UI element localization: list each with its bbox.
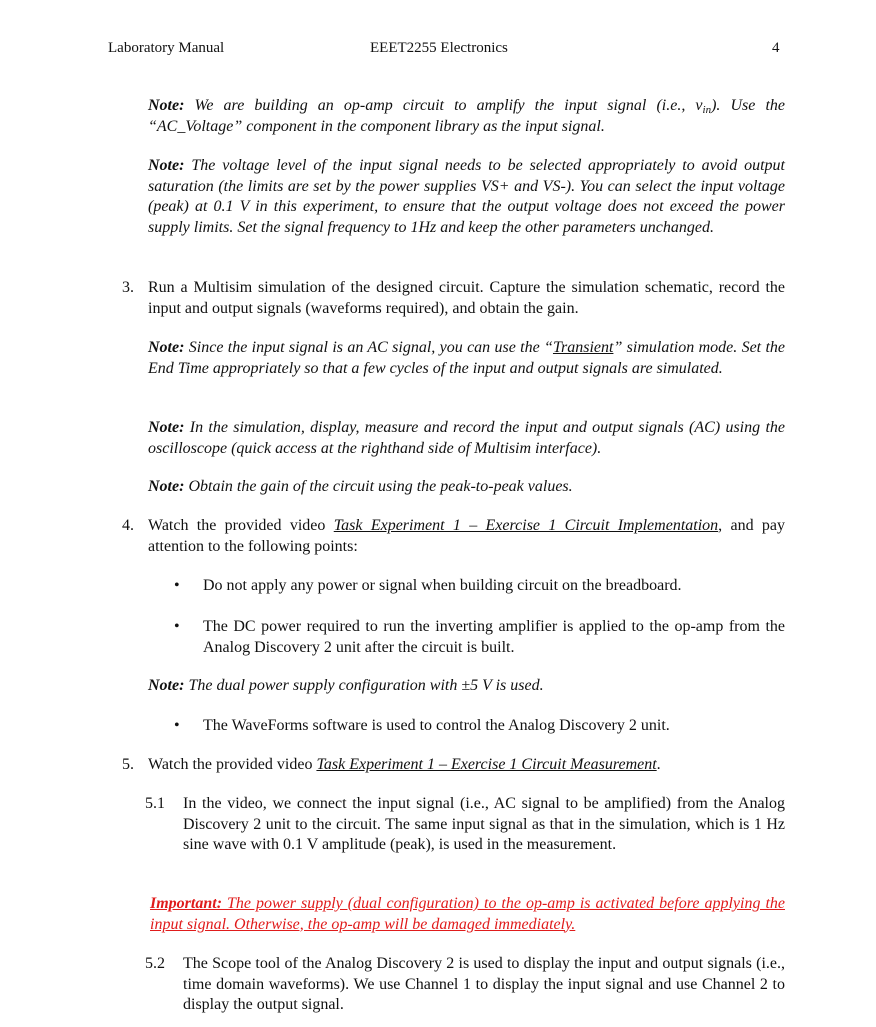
note-input-signal — [148, 96, 785, 137]
note-label: Note: — [148, 419, 185, 436]
bullet-item — [174, 576, 785, 597]
bullet-icon: • — [174, 577, 180, 594]
step-number: 3. — [122, 279, 134, 296]
note-text: The dual power supply configuration with ±5 V is used. — [184, 677, 544, 694]
note-label: Note: — [148, 97, 185, 114]
substep-text: In the video, we connect the input signal (i.e., AC signal to be amplified) from the Analog Discovery 2 unit to the circuit. The same input signal as that in the simulation, which is 1 Hz sine wave with 0.1 V amplitude (peak), is used in the measurement. — [183, 795, 785, 853]
substep-text: The Scope tool of the Analog Discovery 2 is used to display the input and output signals (i.e., time domain waveforms). We use Channel 1 to display the input signal and use Channel 2 to display the output signal. — [183, 955, 785, 1013]
step-4 — [122, 516, 786, 557]
video-link-measurement[interactable]: Task Experiment 1 – Exercise 1 Circuit Measurement — [316, 756, 657, 773]
note-text: ” simulation mode. Set the End Time appropriately so that a few cycles of the input and output signals are simulated. — [148, 339, 786, 377]
important-text: The power supply (dual configuration) to the op-amp is activated before applying the input signal. Otherwise, the op-amp will be damaged immediately. — [150, 895, 785, 933]
substep-number: 5.1 — [145, 795, 165, 812]
vin-symbol: $v_{in}$ — [695, 97, 712, 116]
bullet-icon: • — [174, 618, 180, 635]
note-text: Obtain the gain of the circuit using the peak-to-peak values. — [184, 478, 573, 495]
step-3 — [122, 278, 785, 319]
page-header — [0, 40, 876, 60]
bullet-text: The WaveForms software is used to control the Analog Discovery 2 unit. — [203, 717, 670, 734]
transient-link: Transient — [552, 339, 614, 356]
note-text: We are building an op-amp circuit to amplify the input signal (i.e., — [184, 97, 696, 114]
note-oscilloscope — [148, 418, 785, 459]
note-text: The voltage level of the input signal needs to be selected appropriately to avoid output saturation (the limits are set by the power supplies VS+ and VS-). You can select the input voltage (peak) at 0.1 V in this experiment, to ensure that the output voltage does not exceed the power supply limits. Set the signal frequency to 1Hz and keep the other parameters unchanged. — [148, 157, 785, 236]
step-5 — [122, 755, 785, 776]
note-label: Note: — [148, 339, 185, 356]
substep-number: 5.2 — [145, 955, 165, 972]
note-label: Note: — [148, 677, 185, 694]
note-transient — [148, 338, 785, 379]
bullet-icon: • — [174, 717, 180, 734]
header-course-title: EEET2255 Electronics — [370, 40, 508, 56]
note-label: Note: — [148, 157, 185, 174]
important-warning — [150, 894, 785, 935]
step-text: , and pay attention to the following points: — [148, 517, 786, 555]
step-number: 5. — [122, 756, 134, 773]
video-link-implementation[interactable]: Task Experiment 1 – Exercise 1 Circuit Implementation — [333, 517, 719, 534]
substep-5-1 — [145, 794, 785, 856]
note-label: Note: — [148, 478, 185, 495]
substep-5-2 — [145, 954, 785, 1016]
note-text: In the simulation, display, measure and record the input and output signals (AC) using the oscilloscope (quick access at the righthand side of Multisim interface). — [148, 419, 785, 457]
page-number: 4 — [772, 40, 780, 56]
step-text: . — [656, 756, 661, 773]
note-text: ). Use the “AC_Voltage” component in the component library as the input signal. — [148, 97, 785, 135]
bullet-text: Do not apply any power or signal when building circuit on the breadboard. — [203, 577, 682, 594]
important-label: Important: — [150, 895, 223, 912]
step-number: 4. — [122, 517, 134, 534]
note-text: Since the input signal is an AC signal, you can use the “ — [184, 339, 553, 356]
note-gain — [148, 477, 785, 498]
step-text: Watch the provided video — [148, 517, 334, 534]
step-text: Watch the provided video — [148, 756, 317, 773]
header-manual-title: Laboratory Manual — [108, 40, 225, 56]
bullet-item — [174, 716, 785, 737]
step-text: Run a Multisim simulation of the designed circuit. Capture the simulation schematic, record the input and output signals (waveforms required), and obtain the gain. — [148, 279, 785, 317]
bullet-text: The DC power required to run the inverting amplifier is applied to the op-amp from the Analog Discovery 2 unit after the circuit is built. — [203, 618, 785, 656]
note-dual-supply — [148, 676, 785, 697]
bullet-item — [174, 617, 785, 658]
note-voltage-level — [148, 156, 785, 238]
